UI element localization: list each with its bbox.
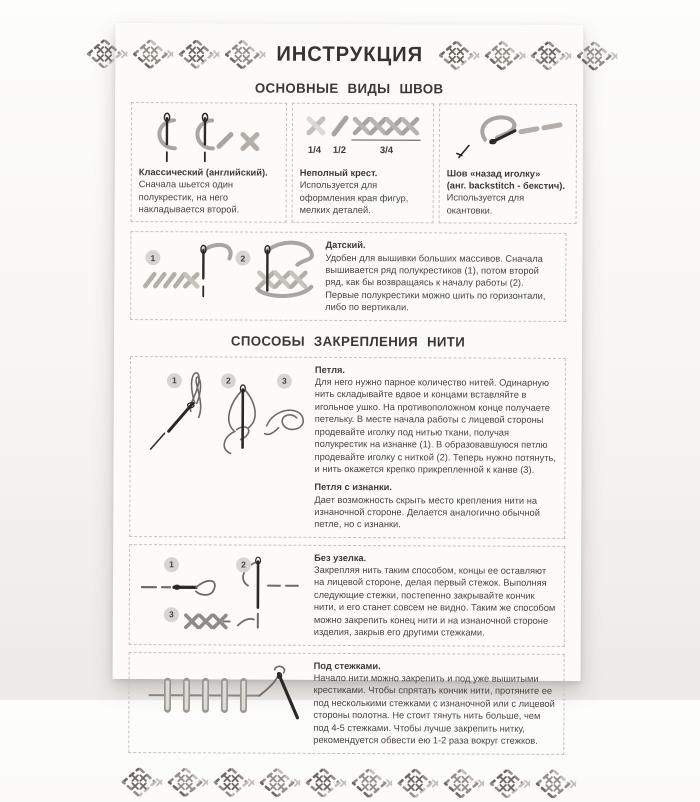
card-danish-stitch — [130, 231, 566, 321]
under-stitches-text: Начало нити можно закрепить и под уже вышитыми крестиками. Чтобы спрятать кончик нити, протяните ее под несколькими стежками с изнаночной или с лицевой стороны полотна. Не стоит тянуть нить больше, чем под 4-5 стежками. Чтобы лучше закрепить нитку, рекомендуется обвести ею 1-2 раза вокруг стежков. — [313, 672, 555, 748]
under-stitches-icon — [137, 659, 309, 730]
card-classic-stitch — [131, 102, 288, 223]
step-badge: 1 — [164, 557, 179, 572]
step-badge: 1 — [167, 373, 182, 388]
danish-text: Удобен для вышивки больших массивов. Сначала вышивается ряд полукрестиков (1), потом второй ряд, как бы возвращаясь к началу работы (2). Первые полукрестики можно шить по горизонтали, либо по вертикали. — [325, 251, 557, 314]
step-badge: 3 — [164, 607, 179, 622]
classic-stitch-icon — [139, 108, 281, 165]
stitch-cards-row — [131, 102, 568, 224]
three-quarter-label: 3/4 — [380, 145, 393, 156]
backstitch-icon — [447, 109, 571, 166]
danish-stitch-icon — [139, 239, 321, 302]
card-loop — [129, 356, 566, 539]
section-title-stitch-types: ОСНОВНЫЕ ВИДЫ ШВОВ — [120, 80, 579, 97]
card-no-knot — [129, 544, 565, 647]
backstitch-title: Шов «назад иголку» — [447, 167, 569, 180]
loop-reverse-title: Петля с изнанки. — [314, 481, 556, 494]
danish-text-block — [321, 239, 557, 314]
no-knot-text: Закрепляя нить таким способом, концы ее оставляют на лицевой стороне, делая первый стежок. Выполняя следующие стежки, постепенно закрывайте кончик нити, и его станет совсем не видно. Таким же способом можно закрепить конец нити и на изнаночной стороне изделия, закрыв его другими стежками. — [314, 564, 556, 640]
card-under-stitches — [128, 652, 564, 755]
under-stitches-illustration — [137, 659, 309, 730]
bottom-border-row — [112, 763, 580, 801]
title-row — [115, 35, 583, 75]
loop-illustration — [138, 363, 311, 488]
instruction-sheet — [113, 23, 584, 681]
danish-illustration — [139, 239, 321, 302]
step-badge: 2 — [221, 373, 236, 388]
no-knot-title: Без узелка. — [314, 552, 556, 565]
partial-cross-illustration — [300, 109, 426, 168]
cross-stitch-border — [434, 37, 618, 74]
danish-title: Датский. — [325, 239, 557, 252]
loop-title: Петля. — [315, 364, 557, 377]
backstitch-illustration — [447, 109, 569, 168]
no-knot-text-block — [310, 552, 556, 640]
step-badge: 2 — [235, 251, 250, 266]
loop-reverse-text: Дает возможность скрыть место крепления нити на изнаночной стороне. Делается аналогично обычной петле, но с изнанки. — [314, 493, 556, 531]
under-stitches-text-block — [309, 660, 555, 748]
backstitch-text: Используется для окантовки. — [447, 192, 569, 217]
step-badge: 2 — [236, 557, 251, 572]
partial-cross-text: Используется для оформления края фигур, мелких деталей. — [300, 179, 426, 217]
step-badge: 1 — [145, 251, 160, 266]
cross-stitch-border — [116, 764, 576, 802]
loop-text-block — [310, 364, 557, 532]
step-badge: 3 — [277, 373, 292, 388]
loop-text: Для него нужно парное количество нитей. Одинарную нить складывайте вдвое и концами вставляйте в игольное ушко. На противоположном конце получаете петельку. В месте начала работы с лицевой стороны продевайте иголку под нитью ткани, получая полукрестик на изнанке (1). В образовавшуюся петлю продевайте иголку с ниткой (2). Теперь нужно потянуть, и нить окажется крепко прикрепленной к канве (3). — [314, 376, 556, 477]
card-partial-cross — [292, 103, 435, 224]
partial-cross-title: Неполный крест. — [300, 167, 426, 180]
quarter-label: 1/4 — [308, 145, 321, 156]
card-backstitch — [439, 103, 578, 224]
backstitch-subtitle: (анг. backstitch - бекстич). — [447, 180, 569, 193]
classic-stitch-text: Сначала шьется один полукрестик, на него накладывается второй. — [139, 178, 279, 216]
classic-stitch-illustration — [139, 108, 279, 167]
cross-stitch-border — [81, 36, 265, 73]
no-knot-illustration — [138, 551, 310, 636]
classic-stitch-title: Классический (английский). — [139, 166, 279, 179]
under-stitches-title: Под стежками. — [314, 660, 556, 673]
section-title-fastening: СПОСОБЫ ЗАКРЕПЛЕНИЯ НИТИ — [119, 333, 578, 350]
half-label: 1/2 — [333, 145, 346, 156]
page-title: ИНСТРУКЦИЯ — [268, 43, 430, 68]
partial-cross-icon — [300, 109, 428, 146]
